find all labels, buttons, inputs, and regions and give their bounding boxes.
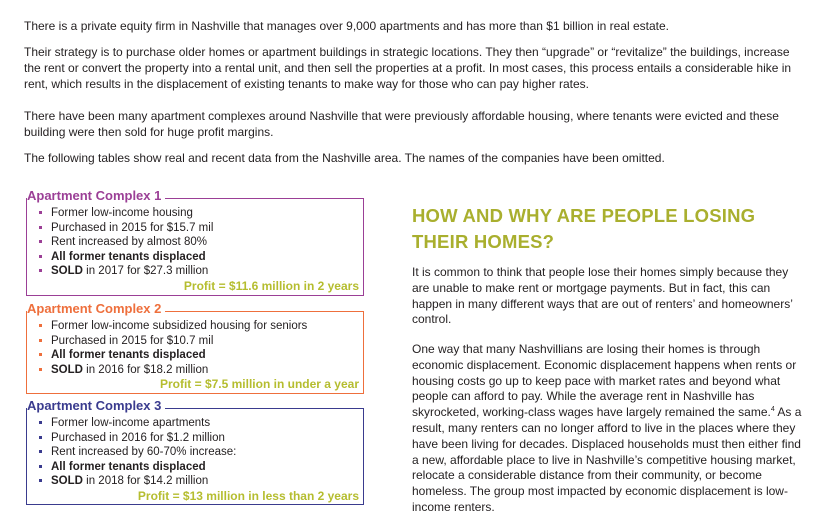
apartment-complex-3-box [26,398,364,505]
list-item: All former tenants displaced [51,348,363,363]
list-item: All former tenants displaced [51,250,363,265]
list-item: Former low-income apartments [51,416,363,431]
apartment-complex-2-title: Apartment Complex 2 [27,301,165,316]
intro-paragraph-4: The following tables show real and recent data from the Nashville area. The names of the companies have been omitted. [24,151,665,165]
list-item-sold [51,474,363,489]
list-item-sold [51,264,363,279]
apartment-complex-2-box [26,301,364,394]
apartment-complex-3-list [27,409,363,489]
list-item-sold [51,363,363,378]
apartment-complex-1-title: Apartment Complex 1 [27,188,165,203]
apartment-complex-3-title: Apartment Complex 3 [27,398,165,413]
intro-paragraph-1: There is a private equity firm in Nashville that manages over 9,000 apartments and has more than $1 billion in real estate. [24,19,670,33]
list-item: All former tenants displaced [51,460,363,475]
sold-detail: in 2018 for $14.2 million [82,475,209,487]
sold-label: SOLD [51,265,83,277]
apartment-complex-2-profit: Profit = $7.5 million in under a year [159,377,359,391]
paragraph-text-part-1: One way that many Nashvillians are losing their homes is through economic displacement. Economic displacement happens when rents or housing costs go up to keep pace with market rates and beyond what people can afford to pay. While the average rent in Nashville has skyrocketed, working-class wages have largely remained the same. [412,342,797,420]
section-paragraph-1: It is common to think that people lose their homes simply because they are unable to make rent or mortgage payments. But in fact, this can happen in many different ways that are out of renters’ and homeowners’ control. [412,265,793,327]
sold-detail: in 2016 for $18.2 million [82,363,209,376]
section-heading: HOW AND WHY ARE PEOPLE LOSING THEIR HOMES? [412,205,756,252]
intro-paragraph-2: Their strategy is to purchase older homes or apartment buildings in strategic locations. They then “upgrade” or “revitalize” the buildings, increase the rent or convert the property into a rental unit, and then sell the properties at a profit. In most cases, this process entails a considerable hike in rent, which results in the displacement of existing tenants to make way for those who can pay higher rates. [24,45,792,91]
list-item: Purchased in 2015 for $10.7 mil [51,334,363,349]
intro-paragraph-3: There have been many apartment complexes around Nashville that were previously affordable housing, where tenants were evicted and these building were then sold for huge profit margins. [24,109,779,139]
apartment-complex-3-profit: Profit = $13 million in less than 2 years [137,488,359,503]
footnote-marker: 4 [770,406,775,414]
list-item: Purchased in 2015 for $15.7 mil [51,221,363,236]
apartment-complex-1-box [26,188,364,296]
list-item: Former low-income subsidized housing for seniors [51,319,363,334]
paragraph-text-part-2: As a result, many renters can no longer afford to live in the places where they have been living for decades. Displaced households must then either find a new, affordable place to live in Nashville’s competitive housing market, relocate a considerable distance from their community, or become homeless. The group most impacted by economic displacement is low-income renters. [412,405,802,514]
list-item: Rent increased by 60-70% increase: [51,445,363,460]
list-item: Purchased in 2016 for $1.2 million [51,431,363,446]
sold-detail: in 2017 for $27.3 million [82,265,209,277]
list-item: Former low-income housing [51,206,363,221]
list-item: Rent increased by almost 80% [51,235,363,250]
apartment-complex-1-profit: Profit = $11.6 million in 2 years [183,278,359,293]
apartment-complex-1-list [27,199,363,279]
section-paragraph-2 [412,342,802,516]
sold-label: SOLD [51,363,83,376]
sold-label: SOLD [51,475,83,487]
apartment-complex-2-list [27,312,363,377]
